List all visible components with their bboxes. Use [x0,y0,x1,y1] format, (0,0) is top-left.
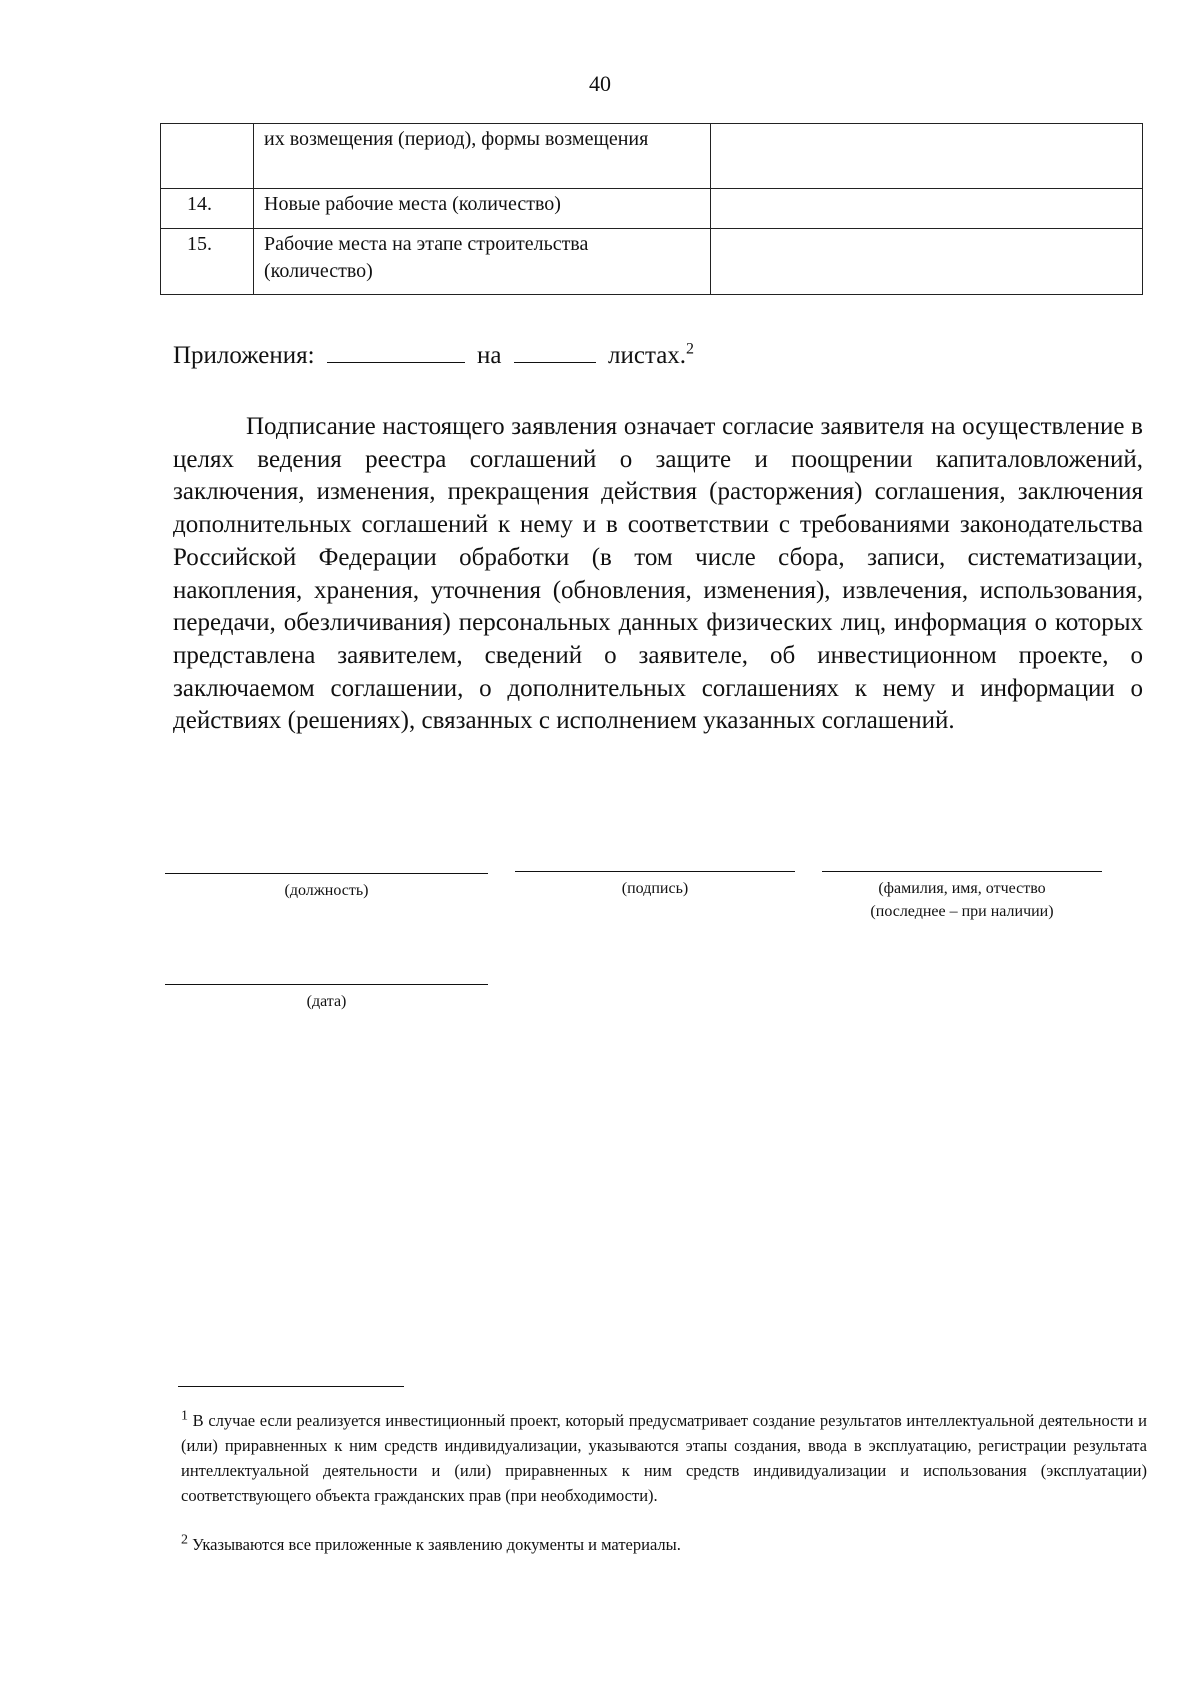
footnote-text: В случае если реализуется инвестиционный проект, который предусматривает создание результатов интеллектуальной деятельности и (или) приравненных к ним средств индивидуализации, указываются этапы создания, ввода в эксплуатацию, регистрации результата интеллектуальной деятельности и (или) приравненных к ним средств индивидуализации и использования (эксплуатации) соответствующего объекта гражданских прав (при необходимости). [181,1411,1148,1505]
date-line [165,984,488,985]
date-caption: (дата) [306,993,347,1010]
attachments-middle: на [477,342,502,369]
full-name-line [822,871,1102,872]
full-name-caption-1: (фамилия, имя, отчество [878,880,1046,897]
table-row [161,229,1143,295]
table-row [161,189,1143,229]
row-number: 15. [161,229,254,295]
row-description: Рабочие места на этапе строительства (количество) [254,229,711,295]
attachments-end: листах. [608,342,687,369]
footnote-1 [181,1408,1147,1508]
attachments-count-blank [327,340,465,363]
row-number [161,124,254,189]
footnote-ref: 2 [686,340,695,358]
signature-caption: (подпись) [621,880,689,897]
row-description: их возмещения (период), формы возмещения [254,124,711,189]
full-name-caption-2: (последнее – при наличии) [870,903,1054,920]
row-description: Новые рабочие места (количество) [254,189,711,229]
footnote-mark: 2 [181,1532,188,1548]
footnote-2 [181,1532,1147,1557]
footnote-text: Указываются все приложенные к заявлению документы и материалы. [192,1535,681,1554]
position-caption: (должность) [284,882,369,899]
attachments-line [173,340,694,371]
row-value [711,229,1143,295]
footnote-mark: 1 [181,1408,188,1424]
row-value [711,124,1143,189]
data-table [160,123,1143,295]
table-row [161,124,1143,189]
attachments-label: Приложения: [173,342,315,369]
signature-line [515,871,795,872]
attachments-sheets-blank [514,340,596,363]
position-line [165,873,488,874]
row-value [711,189,1143,229]
consent-paragraph: Подписание настоящего заявления означает согласие заявителя на осуществление в целях ведения реестра соглашений о защите и поощрении капиталовложений, заключения, изменения, прекращения действия (расторжения) соглашения, заключения дополнительных соглашений к нему и в соответствии с требованиями законодательства Российской Федерации обработки (в том числе сбора, записи, систематизации, накопления, хранения, уточнения (обновления, изменения), извлечения, использования, передачи, обезличивания) персональных данных физических лиц, информация о которых представлена заявителем, сведений о заявителе, об инвестиционном проекте, о заключаемом соглашении, о дополнительных соглашениях к нему и информации о действиях (решениях), связанных с исполнением указанных соглашений. [173,413,1143,735]
footnote-separator [178,1386,404,1387]
row-number: 14. [161,189,254,229]
page-number: 40 [589,71,611,96]
